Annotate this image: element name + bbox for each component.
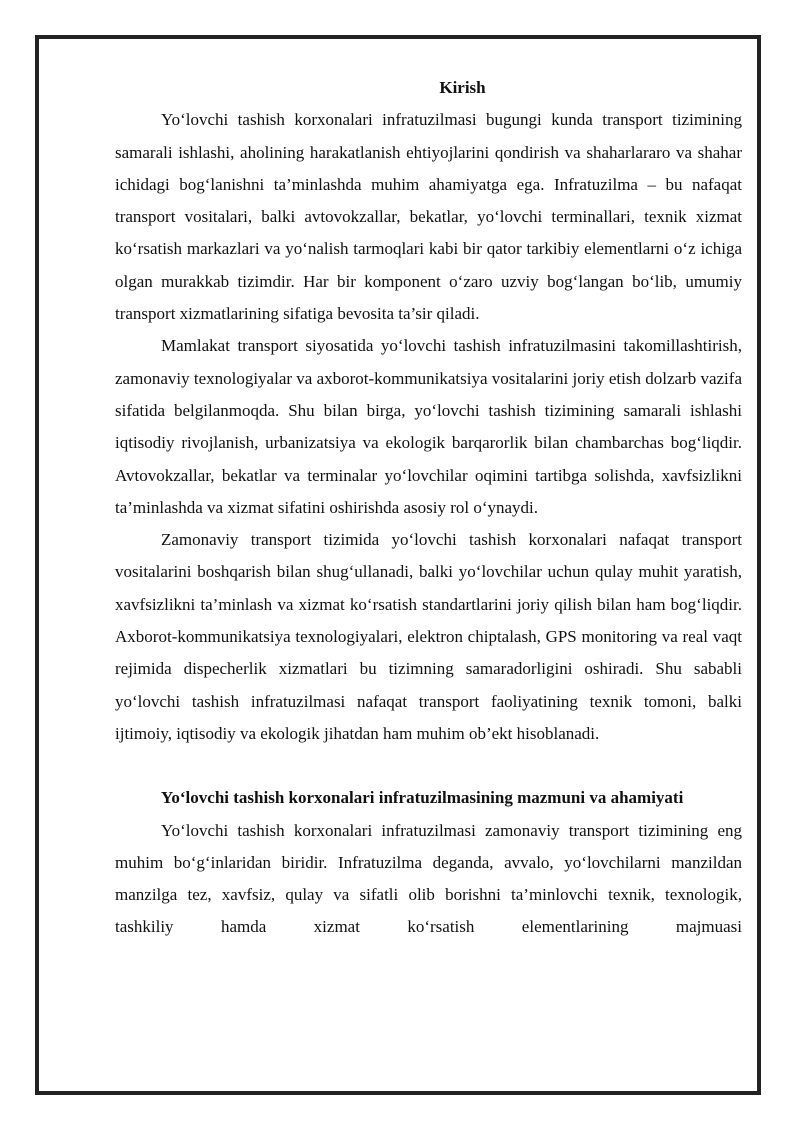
section-heading: Yo‘lovchi tashish korxonalari infratuzilmasining mazmuni va ahamiyati: [161, 788, 684, 808]
paragraph-1: Yo‘lovchi tashish korxonalari infratuzilmasi bugungi kunda transport tizimining samarali ishlashi, aholining harakatlanish ehtiyojlarini qondirish va shaharlararo va shahar ichidagi bog‘lanishni ta’minlashda muhim ahamiyatga ega. Infratuzilma – bu nafaqat transport vositalari, balki avtovokzallar, bekatlar, yo‘lovchi terminallari, texnik xizmat ko‘rsatish markazlari va yo‘nalish tarmoqlari kabi bir qator tarkibiy elementlarni o‘z ichiga olgan murakkab tizimdir. Har bir komponent o‘zaro uzviy bog‘langan bo‘lib, umumiy transport xizmatlarining sifatiga bevosita ta’sir qiladi.: [115, 110, 742, 324]
document-title: Kirish: [439, 78, 486, 97]
document-body: [115, 72, 742, 944]
section-paragraph: Yo‘lovchi tashish korxonalari infratuzilmasi zamonaviy transport tizimining eng muhim bo‘g‘inlaridan biridir. Infratuzilma deganda, avvalo, yo‘lovchilarni manzildan manzilga tez, xavfsiz, qulay va sifatli olib borishni ta’minlovchi texnik, texnologik, tashkiliy hamda xizmat ko‘rsatish elementlarining majmuasi: [115, 820, 742, 937]
paragraph-3: Zamonaviy transport tizimida yo‘lovchi tashish korxonalari nafaqat transport vositalarini boshqarish bilan shug‘ullanadi, balki yo‘lovchilar uchun qulay muhit yaratish, xavfsizlikni ta’minlash va xizmat ko‘rsatish standartlarini joriy qilish bilan ham bog‘liqdir. Axborot-kommunikatsiya texnologiyalari, elektron chiptalash, GPS monitoring va real vaqt rejimida dispecherlik xizmatlari bu tizimning samaradorligini oshiradi. Shu sababli yo‘lovchi tashish infratuzilmasi nafaqat transport faoliyatining texnik tomoni, balki ijtimoiy, iqtisodiy va ekologik jihatdan ham muhim ob’ekt hisoblanadi.: [115, 530, 742, 743]
paragraph-2: Mamlakat transport siyosatida yo‘lovchi tashish infratuzilmasini takomillashtirish, zamonaviy texnologiyalar va axborot-kommunikatsiya vositalarini joriy etish dolzarb vazifa sifatida belgilanmoqda. Shu bilan birga, yo‘lovchi tashish tizimining samarali ishlashi iqtisodiy rivojlanish, urbanizatsiya va ekologik barqarorlik bilan chambarchas bog‘liqdir. Avtovokzallar, bekatlar va terminalar yo‘lovchilar oqimini tartibga solishda, xavfsizlikni ta’minlashda va xizmat sifatini oshirishda asosiy rol o‘ynaydi.: [115, 336, 742, 517]
